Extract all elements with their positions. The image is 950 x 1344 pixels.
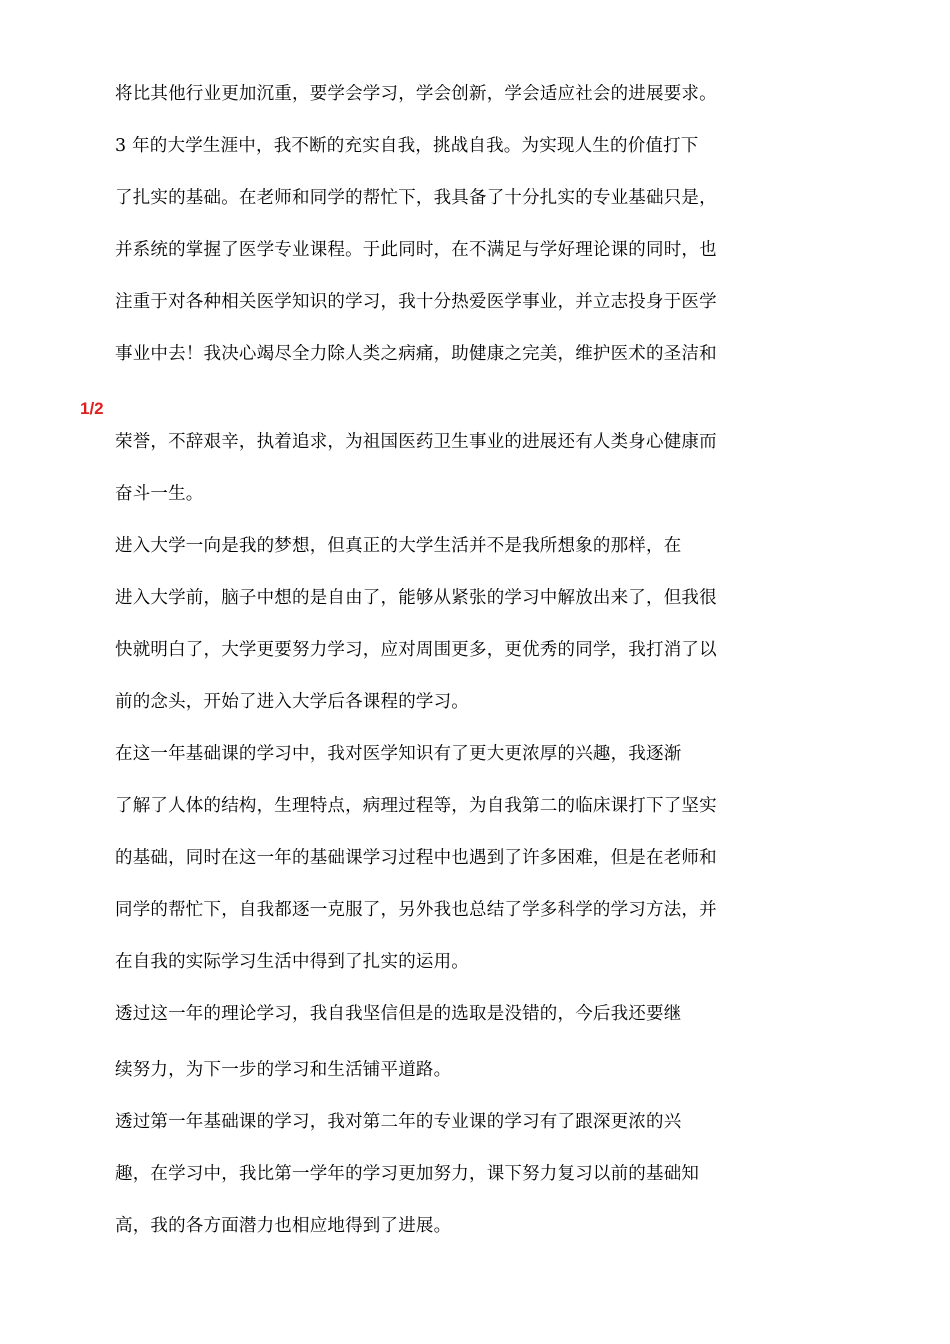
text-line: 透过第一年基础课的学习，我对第二年的专业课的学习有了跟深更浓的兴 bbox=[115, 1112, 682, 1132]
text-line: 同学的帮忙下，自我都逐一克服了，另外我也总结了学多科学的学习方法，并 bbox=[115, 900, 717, 920]
text-line: 透过这一年的理论学习，我自我坚信但是的选取是没错的，今后我还要继 bbox=[115, 1004, 682, 1024]
page-number-marker: 1/2 bbox=[80, 399, 104, 418]
text-line: 注重于对各种相关医学知识的学习，我十分热爱医学事业，并立志投身于医学 bbox=[115, 292, 717, 312]
text-line: 高，我的各方面潜力也相应地得到了进展。 bbox=[115, 1216, 452, 1236]
text-line: 并系统的掌握了医学专业课程。于此同时，在不满足与学好理论课的同时，也 bbox=[115, 240, 717, 260]
text-line: 快就明白了，大学更要努力学习，应对周围更多，更优秀的同学，我打消了以 bbox=[115, 640, 717, 660]
text-line: 前的念头，开始了进入大学后各课程的学习。 bbox=[115, 692, 469, 712]
text-line: 趣，在学习中，我比第一学年的学习更加努力，课下努力复习以前的基础知 bbox=[115, 1164, 700, 1184]
text-line: 进入大学前，脑子中想的是自由了，能够从紧张的学习中解放出来了，但我很 bbox=[115, 588, 717, 608]
text-line: 了解了人体的结构，生理特点，病理过程等，为自我第二的临床课打下了坚实 bbox=[115, 796, 717, 816]
text-line: 进入大学一向是我的梦想，但真正的大学生活并不是我所想象的那样，在 bbox=[115, 536, 682, 556]
text-line: 在自我的实际学习生活中得到了扎实的运用。 bbox=[115, 952, 469, 972]
text-line: 事业中去！我决心竭尽全力除人类之病痛，助健康之完美，维护医术的圣洁和 bbox=[115, 344, 717, 364]
text-line: 在这一年基础课的学习中，我对医学知识有了更大更浓厚的兴趣，我逐渐 bbox=[115, 744, 682, 764]
text-line: 奋斗一生。 bbox=[115, 484, 204, 504]
text-line: 3 年的大学生涯中，我不断的充实自我，挑战自我。为实现人生的价值打下 bbox=[115, 136, 699, 156]
text-line: 了扎实的基础。在老师和同学的帮忙下，我具备了十分扎实的专业基础只是， bbox=[115, 188, 717, 208]
text-line: 的基础，同时在这一年的基础课学习过程中也遇到了许多困难，但是在老师和 bbox=[115, 848, 717, 868]
text-line: 续努力，为下一步的学习和生活铺平道路。 bbox=[115, 1060, 452, 1080]
text-line: 荣誉，不辞艰辛，执着追求，为祖国医药卫生事业的进展还有人类身心健康而 bbox=[115, 432, 717, 452]
text-line: 将比其他行业更加沉重，要学会学习，学会创新，学会适应社会的进展要求。 bbox=[115, 84, 717, 104]
